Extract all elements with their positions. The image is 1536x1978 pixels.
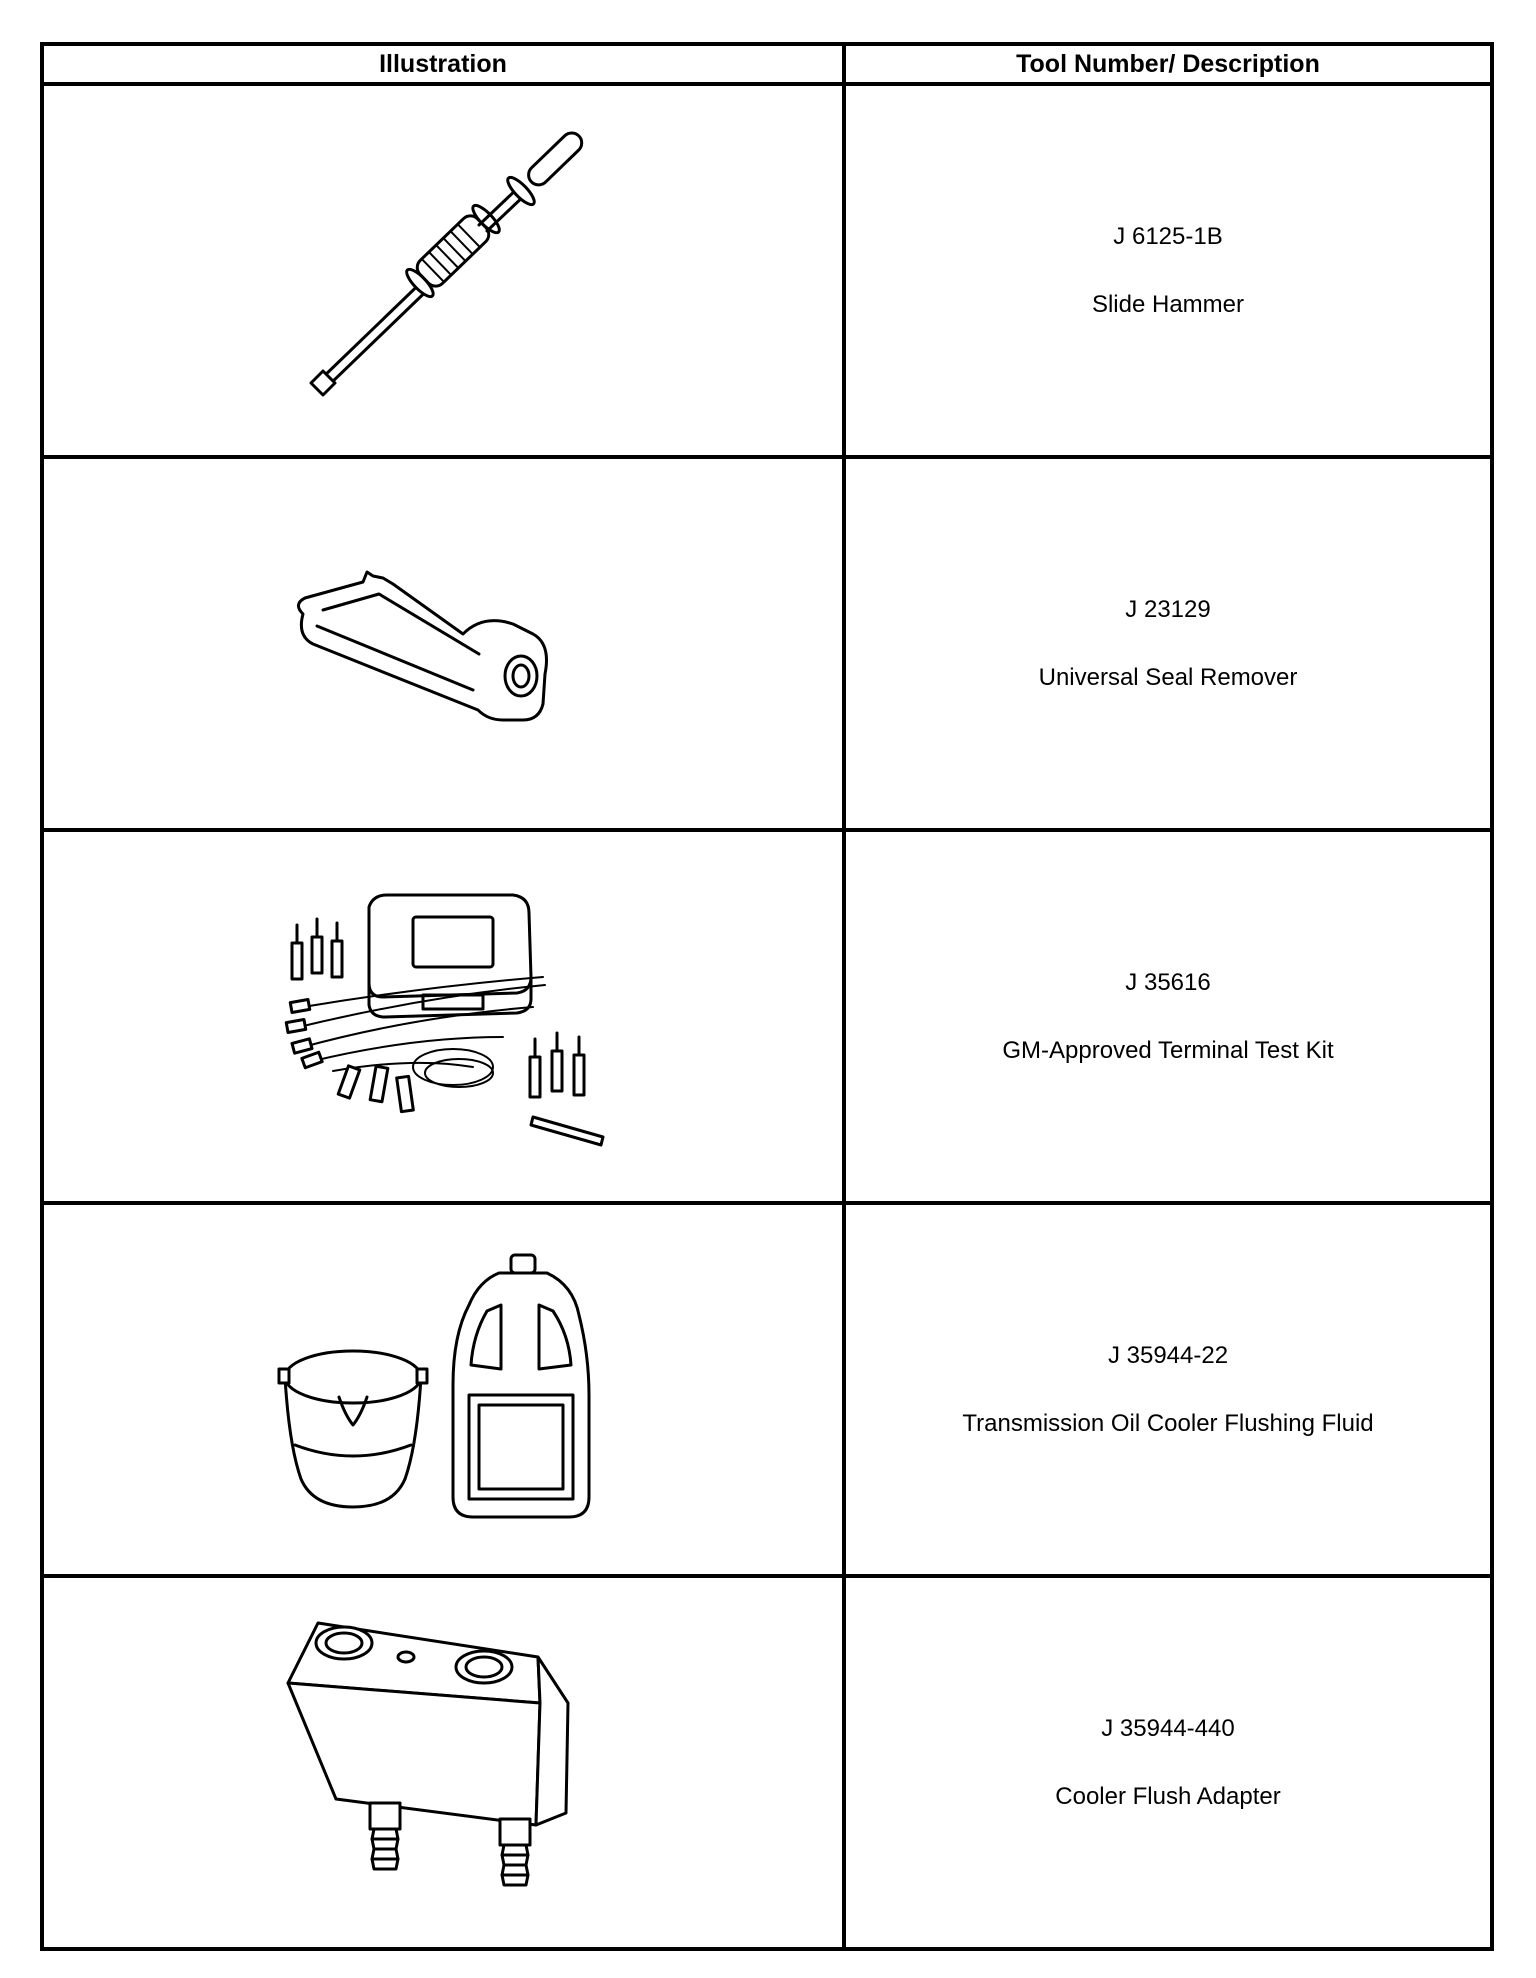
description-cell (844, 84, 1492, 457)
tool-number: J 35944-22 (1107, 1341, 1229, 1369)
slide-hammer-illustration (283, 121, 603, 421)
tool-name: Cooler Flush Adapter (1055, 1782, 1281, 1810)
description-cell (844, 1576, 1492, 1949)
tool-number: J 6125-1B (1113, 222, 1223, 250)
flush-adapter-illustration (278, 1603, 608, 1923)
description-cell (844, 1203, 1492, 1576)
table-header-row (42, 44, 1492, 84)
illustration-cell (42, 1576, 844, 1949)
illustration-cell (42, 457, 844, 830)
tool-number: J 35616 (1125, 968, 1211, 996)
tool-name: Slide Hammer (1091, 290, 1245, 318)
illustration-cell (42, 830, 844, 1203)
table-row (42, 1576, 1492, 1949)
special-tools-table (40, 42, 1494, 1951)
tool-number: J 23129 (1125, 595, 1211, 623)
flushing-fluid-illustration (273, 1245, 613, 1535)
seal-remover-illustration (283, 544, 603, 744)
illustration-cell (42, 84, 844, 457)
table-row (42, 1203, 1492, 1576)
table-row (42, 457, 1492, 830)
table-row (42, 830, 1492, 1203)
description-column-header: Tool Number/ Description (844, 44, 1492, 84)
tool-name: Transmission Oil Cooler Flushing Fluid (962, 1409, 1374, 1437)
tool-number: J 35944-440 (1101, 1714, 1235, 1742)
description-cell (844, 830, 1492, 1203)
tool-name: Universal Seal Remover (1038, 663, 1298, 691)
illustration-column-header: Illustration (42, 44, 844, 84)
terminal-test-kit-illustration (273, 867, 613, 1167)
description-cell (844, 457, 1492, 830)
table-row (42, 84, 1492, 457)
tool-name: GM-Approved Terminal Test Kit (1002, 1036, 1334, 1064)
illustration-cell (42, 1203, 844, 1576)
